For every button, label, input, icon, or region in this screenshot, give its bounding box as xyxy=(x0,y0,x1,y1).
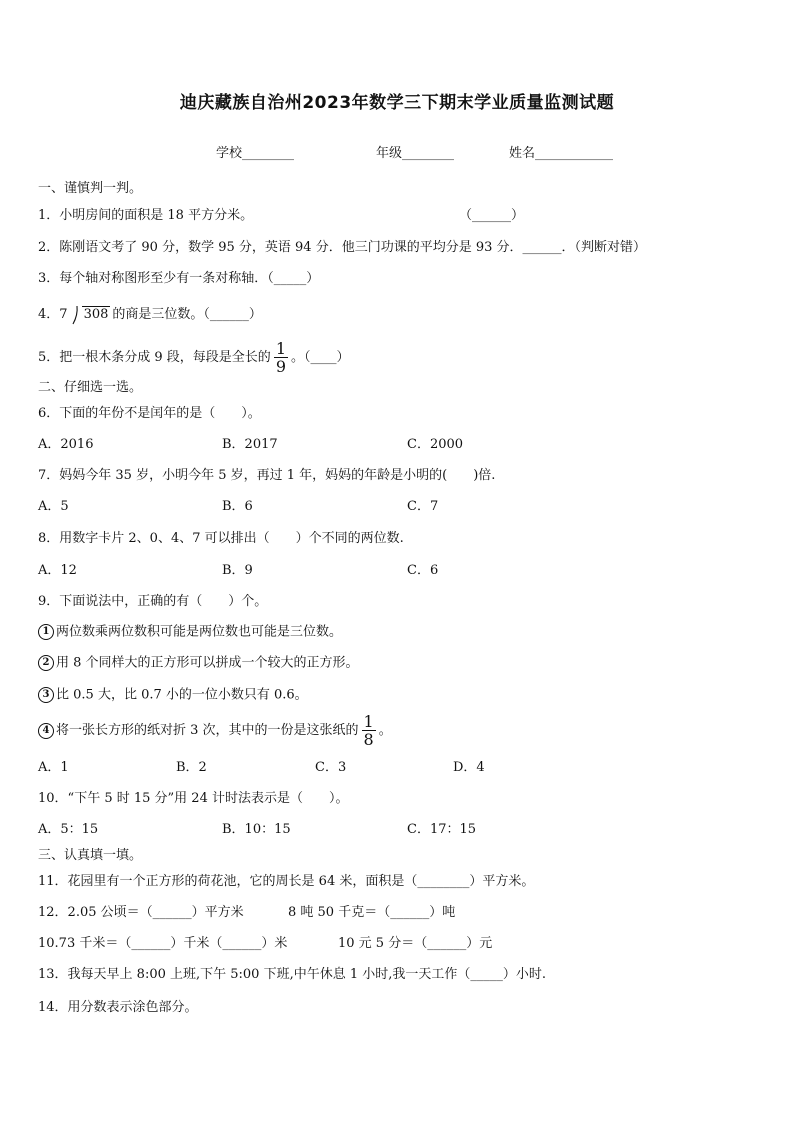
question-4-suffix: 的商是三位数。（______） xyxy=(112,307,262,322)
question-9-option-d: D．4 xyxy=(453,760,485,775)
question-10-option-a: A．5：15 xyxy=(38,822,99,837)
question-9-statement-2 xyxy=(38,655,359,672)
question-1-blank: （______） xyxy=(459,208,525,223)
statement-3-text: 比 0.5 大，比 0.7 小的一位小数只有 0.6。 xyxy=(56,687,308,703)
fraction-numerator: 1 xyxy=(363,712,374,731)
question-7-option-c: C．7 xyxy=(407,499,439,514)
question-8: 8．用数字卡片 2、0、4、7 可以排出（ ）个不同的两位数. xyxy=(38,531,404,546)
statement-4-suffix: 。 xyxy=(378,723,392,738)
fraction-denominator: 9 xyxy=(275,357,286,376)
division-bracket-icon xyxy=(72,305,80,325)
question-9-statement-4 xyxy=(38,713,392,748)
question-9-option-c: C．3 xyxy=(315,760,347,775)
question-6-option-a: A．2016 xyxy=(38,437,94,452)
question-3: 3．每个轴对称图形至少有一条对称轴．（_____） xyxy=(38,271,320,286)
fraction-one-ninth xyxy=(274,340,288,375)
circled-number-3: 3 xyxy=(38,687,54,703)
grade-field: 年级________ xyxy=(376,146,455,161)
statement-4-prefix: 将一张长方形的纸对折 3 次，其中的一份是这张纸的 xyxy=(56,723,359,738)
question-12-part-b: 8 吨 50 千克＝（______）吨 xyxy=(288,905,456,920)
question-12-part-c: 10.73 千米＝（______）千米（______）米 xyxy=(38,936,288,951)
question-8-option-a: A．12 xyxy=(38,563,77,578)
fraction-one-eighth xyxy=(362,713,376,748)
circled-number-1: 1 xyxy=(38,624,54,640)
question-10-option-c: C．17：15 xyxy=(407,822,477,837)
question-9: 9．下面说法中，正确的有（ ）个。 xyxy=(38,594,268,609)
question-12-part-d: 10 元 5 分＝（______）元 xyxy=(338,936,493,951)
question-4 xyxy=(38,307,262,323)
question-5-prefix: 5．把一根木条分成 9 段，每段是全长的 xyxy=(38,350,271,365)
question-8-option-c: C．6 xyxy=(407,563,439,578)
question-9-option-b: B．2 xyxy=(176,760,207,775)
section-heading-fill: 三、认真填一填。 xyxy=(38,848,143,863)
fraction-numerator: 1 xyxy=(275,339,286,358)
question-9-option-a: A．1 xyxy=(38,760,69,775)
question-11: 11．花园里有一个正方形的荷花池，它的周长是 64 米，面积是（________）平方米。 xyxy=(38,874,535,889)
page-title: 迪庆藏族自治州2023年数学三下期末学业质量监测试题 xyxy=(179,93,615,113)
circled-number-4: 4 xyxy=(38,723,54,739)
question-7-option-a: A．5 xyxy=(38,499,69,514)
question-4-prefix: 4． xyxy=(38,307,60,322)
statement-1-text: 两位数乘两位数积可能是两位数也可能是三位数。 xyxy=(56,624,343,640)
question-6: 6．下面的年份不是闰年的是（ ）。 xyxy=(38,406,261,421)
question-12-part-a: 12．2.05 公顷＝（______）平方米 xyxy=(38,905,244,920)
name-field: 姓名____________ xyxy=(509,146,614,161)
question-6-option-c: C．2000 xyxy=(407,437,464,452)
question-10-option-b: B．10：15 xyxy=(222,822,291,837)
long-division-symbol xyxy=(72,307,113,323)
question-9-statement-1 xyxy=(38,624,342,641)
question-2: 2．陈刚语文考了 90 分，数学 95 分，英语 94 分．他三门功课的平均分是 93 分．______．（判断对错） xyxy=(38,240,646,255)
statement-2-text: 用 8 个同样大的正方形可以拼成一个较大的正方形。 xyxy=(56,655,359,671)
section-heading-judge: 一、谨慎判一判。 xyxy=(38,181,143,196)
question-4-dividend: 308 xyxy=(83,307,109,322)
question-13: 13．我每天早上 8:00 上班,下午 5:00 下班,中午休息 1 小时,我一天工作（_____）小时. xyxy=(38,967,547,982)
question-14: 14．用分数表示涂色部分。 xyxy=(38,1000,198,1015)
question-5 xyxy=(38,340,350,375)
question-5-suffix: 。（____） xyxy=(291,350,350,365)
question-4-divisor: 7 xyxy=(59,307,68,322)
question-9-statement-3 xyxy=(38,687,308,704)
question-8-option-b: B．9 xyxy=(222,563,253,578)
question-7-option-b: B．6 xyxy=(222,499,253,514)
section-heading-choose: 二、仔细选一选。 xyxy=(38,380,143,395)
school-field: 学校________ xyxy=(216,146,295,161)
question-10: 10．“下午 5 时 15 分”用 24 计时法表示是（ ）。 xyxy=(38,791,349,806)
fraction-denominator: 8 xyxy=(363,730,374,749)
question-1: 1．小明房间的面积是 18 平方分米。 xyxy=(38,208,254,223)
question-7: 7．妈妈今年 35 岁，小明今年 5 岁，再过 1 年，妈妈的年龄是小明的( )倍. xyxy=(38,468,496,483)
question-6-option-b: B．2017 xyxy=(222,437,278,452)
circled-number-2: 2 xyxy=(38,655,54,671)
